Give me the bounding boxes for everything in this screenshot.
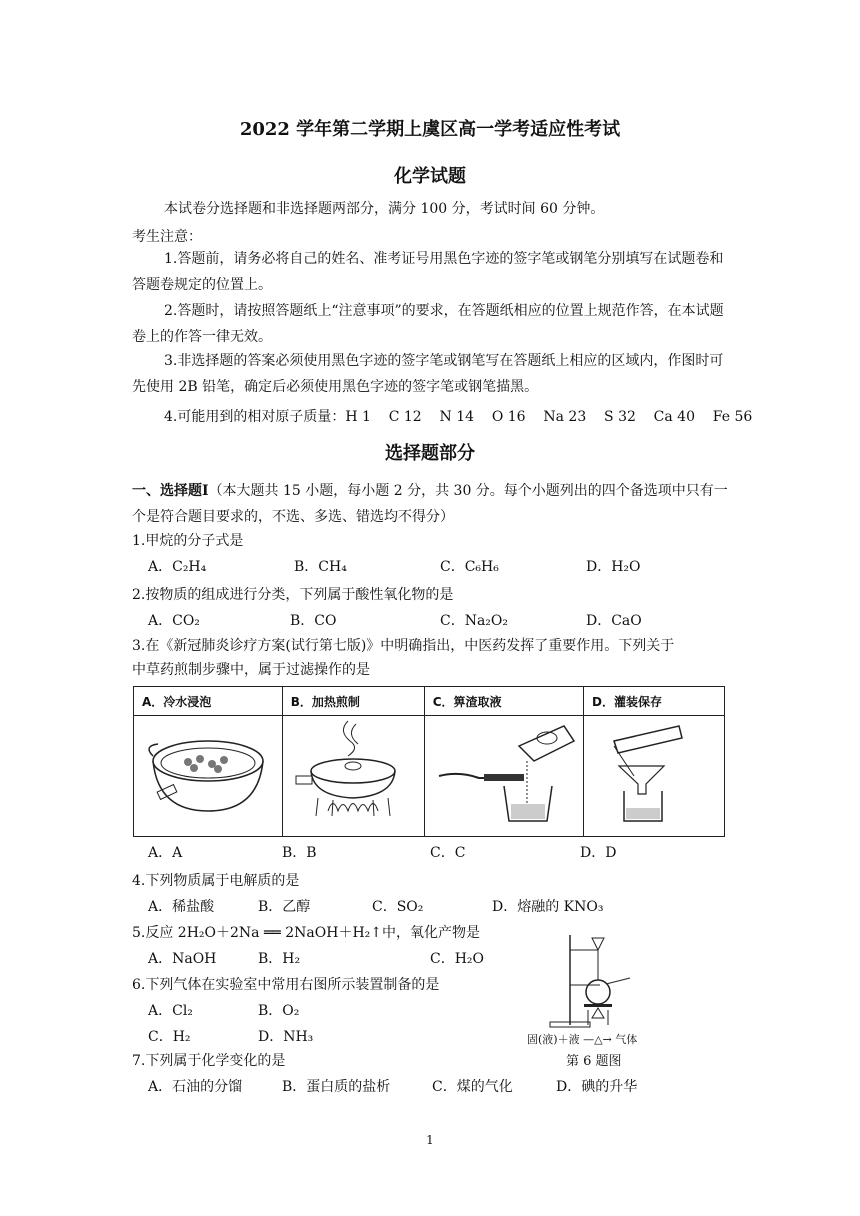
filtering-icon xyxy=(429,716,579,826)
soaking-pot-icon xyxy=(138,716,278,826)
q5-stem: 5.反应 2H₂O＋2Na ══ 2NaOH＋H₂↑中，氧化产物是 xyxy=(132,925,481,941)
exam-title: 2022 学年第二学期上虞区高一学考适应性考试 xyxy=(239,119,621,140)
intro-line: 本试卷分选择题和非选择题两部分，满分 100 分，考试时间 60 分钟。 xyxy=(164,201,605,217)
notice-label: 考生注意： xyxy=(132,229,202,245)
q3-image-d xyxy=(584,716,725,837)
notice-2: 2.答题时，请按照答题纸上“注意事项”的要求，在答题纸相应的位置上规范作答，在本试题卷上的作答一律无效。 xyxy=(132,303,724,345)
q3-header-d: D．灌装保存 xyxy=(584,687,725,716)
notice-3: 3.非选择题的答案必须使用黑色字迹的签字笔或钢笔写在答题纸上相应的区域内，作图时可先使用 2B 铅笔，确定后必须使用黑色字迹的签字笔或钢笔描黑。 xyxy=(132,353,724,395)
q3-option-b: B．B xyxy=(282,845,317,861)
q2-option-b: B．CO xyxy=(290,613,337,629)
q1-option-d: D．H₂O xyxy=(586,559,641,575)
bottling-funnel-icon xyxy=(584,716,724,826)
q4-option-a: A．稀盐酸 xyxy=(148,899,215,915)
q2-stem: 2.按物质的组成进行分类，下列属于酸性氧化物的是 xyxy=(132,587,454,603)
q3-image-a xyxy=(134,716,283,837)
q6-option-d: D．NH₃ xyxy=(258,1029,314,1045)
notice-4: 4.可能用到的相对原子质量：H 1 C 12 N 14 O 16 Na 23 S 32 Ca 40 Fe 56 xyxy=(164,409,753,425)
q3-image-c xyxy=(424,716,583,837)
q5-option-c: C．H₂O xyxy=(430,951,485,967)
q6-stem: 6.下列气体在实验室中常用右图所示装置制备的是 xyxy=(132,977,440,993)
q3-option-c: C．C xyxy=(430,845,466,861)
gas-generator-apparatus-icon xyxy=(540,930,650,1030)
q6-option-c: C．H₂ xyxy=(148,1029,191,1045)
q6-figure-label: 固(液)＋液 —△→ 气体 xyxy=(527,1033,638,1046)
q1-option-b: B．CH₄ xyxy=(294,559,347,575)
q7-option-a: A．石油的分馏 xyxy=(148,1079,243,1095)
q2-option-c: C．Na₂O₂ xyxy=(440,613,509,629)
q7-option-d: D．碘的升华 xyxy=(556,1079,638,1095)
q7-option-c: C．煤的气化 xyxy=(432,1079,513,1095)
q3-stem-1: 3.在《新冠肺炎诊疗方案(试行第七版)》中明确指出，中医药发挥了重要作用。下列关于 xyxy=(132,638,675,654)
heating-pot-icon xyxy=(288,716,418,826)
q3-header-c: C．箅渣取液 xyxy=(424,687,583,716)
q4-stem: 4.下列物质属于电解质的是 xyxy=(132,873,300,889)
q3-option-a: A．A xyxy=(148,845,183,861)
part1-desc: （本大题共 15 小题，每小题 2 分，共 30 分。每个小题列出的四个备选项中只有一个是符合题目要求的，不选、多选、错选均不得分） xyxy=(132,483,728,525)
section-title: 选择题部分 xyxy=(385,443,475,464)
q3-image-b xyxy=(282,716,424,837)
q3-option-d: D．D xyxy=(580,845,617,861)
q1-stem: 1.甲烷的分子式是 xyxy=(132,533,244,549)
q2-option-a: A．CO₂ xyxy=(148,613,200,629)
q3-figure-table xyxy=(133,686,725,837)
q4-option-d: D．熔融的 KNO₃ xyxy=(492,899,604,915)
part1-heading xyxy=(132,478,732,530)
q7-option-b: B．蛋白质的盐析 xyxy=(282,1079,391,1095)
notice-1: 1.答题前，请务必将自己的姓名、准考证号用黑色字迹的签字笔或钢笔分别填写在试题卷和答题卷规定的位置上。 xyxy=(132,251,724,293)
q1-option-c: C．C₆H₆ xyxy=(440,559,499,575)
part1-label: 一、选择题Ⅰ xyxy=(132,483,209,499)
q7-stem: 7.下列属于化学变化的是 xyxy=(132,1053,286,1069)
q5-option-b: B．H₂ xyxy=(258,951,301,967)
q3-header-b: B．加热煎制 xyxy=(282,687,424,716)
q5-option-a: A．NaOH xyxy=(148,951,217,967)
page-number: 1 xyxy=(426,1133,434,1147)
q6-option-b: B．O₂ xyxy=(258,1003,300,1019)
q3-stem-2: 中草药煎制步骤中，属于过滤操作的是 xyxy=(132,662,370,678)
q3-header-a: A．冷水浸泡 xyxy=(134,687,283,716)
q4-option-b: B．乙醇 xyxy=(258,899,311,915)
q2-option-d: D．CaO xyxy=(586,613,642,629)
q6-figure-caption: 第 6 题图 xyxy=(566,1054,622,1069)
q4-option-c: C．SO₂ xyxy=(372,899,424,915)
q1-option-a: A．C₂H₄ xyxy=(148,559,207,575)
q6-option-a: A．Cl₂ xyxy=(148,1003,193,1019)
exam-subtitle: 化学试题 xyxy=(394,166,466,187)
